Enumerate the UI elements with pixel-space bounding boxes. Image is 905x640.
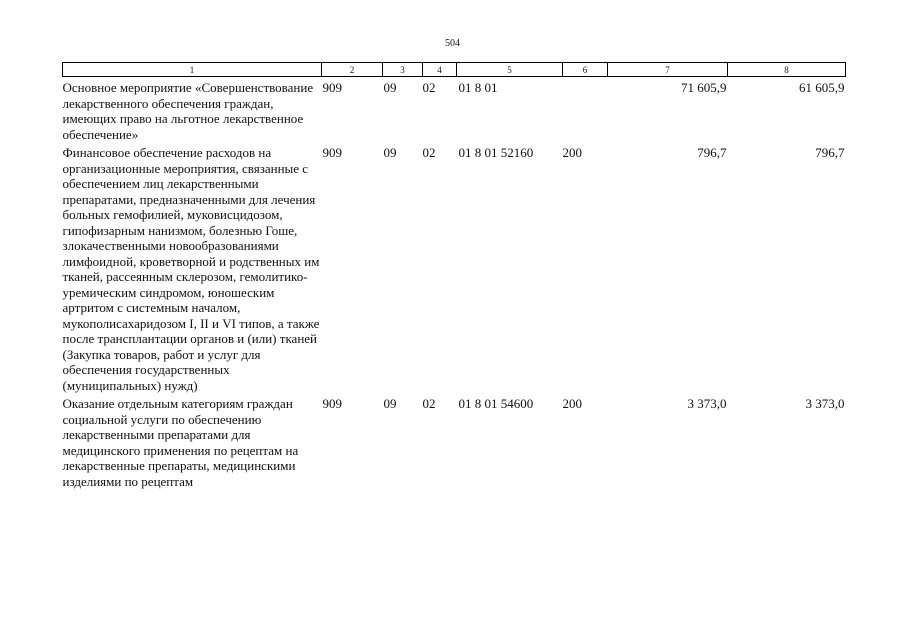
ministry-code: 909 <box>322 80 342 95</box>
subsection-code: 02 <box>422 80 436 95</box>
column-header-6: 6 <box>563 63 608 77</box>
column-header-1: 1 <box>63 63 322 77</box>
expense-type-code: 200 <box>562 145 582 160</box>
header-row <box>63 63 846 77</box>
target-code: 01 8 01 <box>458 80 498 95</box>
column-header-8: 8 <box>728 63 846 77</box>
amount-2: 796,7 <box>815 145 845 160</box>
amount-1: 3 373,0 <box>687 396 727 411</box>
section-code: 09 <box>383 80 397 95</box>
column-header-5: 5 <box>457 63 563 77</box>
ministry-code: 909 <box>322 145 342 160</box>
column-header-2: 2 <box>322 63 383 77</box>
amount-1: 71 605,9 <box>681 80 727 95</box>
amount-2: 3 373,0 <box>805 396 845 411</box>
ministry-code: 909 <box>322 396 342 411</box>
amount-1: 796,7 <box>697 145 727 160</box>
row-name: Финансовое обеспечение расходов на организационные мероприятия, связанные с обеспечением лиц лекарственными препаратами, предназначенными для лечения больных гемофилией, муковисцидозом, гипофизарным нанизмом, болезнью Гоше, злокачественными новообразованиями лимфоидной, кроветворной и родственных им тканей, рассеянным склерозом, гемолитико-уремическим синдромом, юношеским артритом с системным началом, мукополисахаридозом I, II и VI типов, а также после трансплантации органов и (или) тканей (Закупка товаров, работ и услуг для обеспечения государственных (муниципальных) нужд) <box>62 145 320 393</box>
column-header-7: 7 <box>608 63 728 77</box>
table-row <box>63 393 846 489</box>
expense-type-code: 200 <box>562 396 582 411</box>
subsection-code: 02 <box>422 145 436 160</box>
expense-type-code <box>563 77 608 143</box>
budget-table <box>62 62 846 489</box>
column-header-3: 3 <box>383 63 423 77</box>
table-row <box>63 142 846 393</box>
section-code: 09 <box>383 145 397 160</box>
page-number: 504 <box>445 38 460 49</box>
section-code: 09 <box>383 396 397 411</box>
subsection-code: 02 <box>422 396 436 411</box>
column-header-4: 4 <box>423 63 457 77</box>
target-code: 01 8 01 52160 <box>458 145 534 160</box>
target-code: 01 8 01 54600 <box>458 396 534 411</box>
amount-2: 61 605,9 <box>799 80 845 95</box>
row-name: Оказание отдельным категориям граждан социальной услуги по обеспечению лекарственными препаратами для медицинского применения по рецептам на лекарственные препараты, медицинскими изделиями по рецептам <box>62 396 299 489</box>
table-row <box>63 77 846 143</box>
row-name: Основное мероприятие «Совершенствование лекарственного обеспечения граждан, имеющих право на льготное лекарственное обеспечение» <box>62 80 314 142</box>
